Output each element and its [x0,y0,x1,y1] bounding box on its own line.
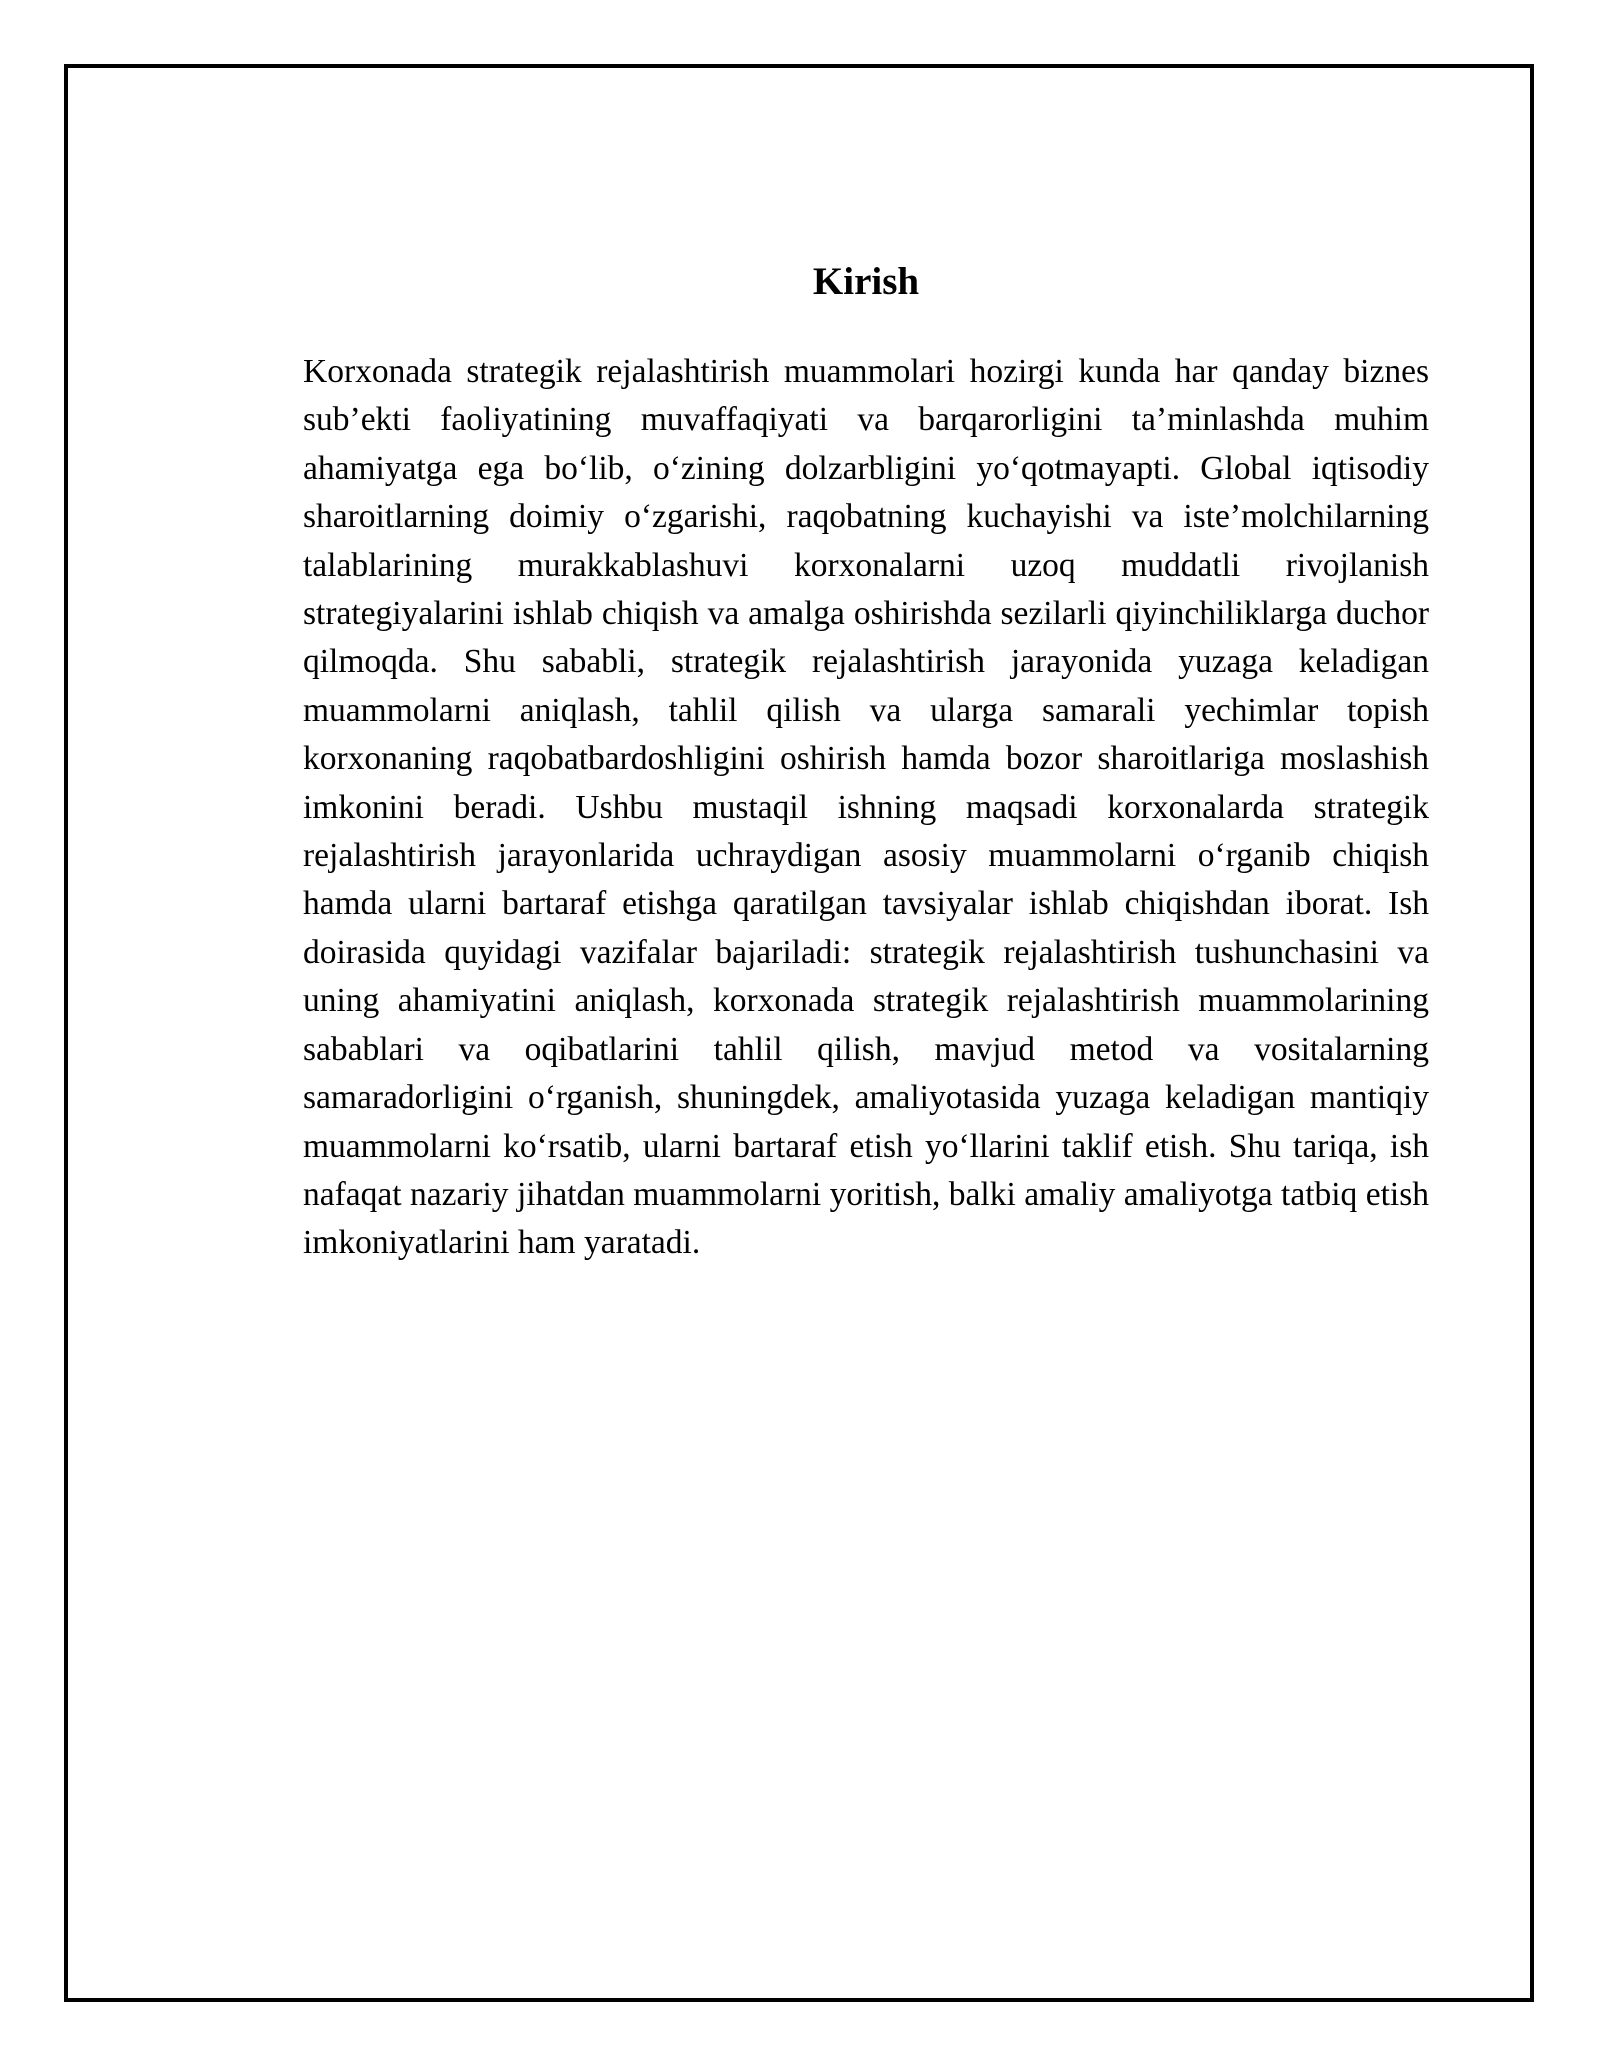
page-border [64,64,1534,2002]
page-title: Kirish [812,260,920,303]
document-content [303,254,1429,1268]
body-paragraph: Korxonada strategik rejalashtirish muammolari hozirgi kunda har qanday biznes sub’ekti faoliyatining muvaffaqiyati va barqarorligini ta’minlashda muhim ahamiyatga ega bo‘lib, o‘zining dolzarbligini yo‘qotmayapti. Global iqtisodiy sharoitlarning doimiy o‘zgarishi, raqobatning kuchayishi va iste’molchilarning talablarining murakkablashuvi korxonalarni uzoq muddatli rivojlanish strategiyalarini ishlab chiqish va amalga oshirishda sezilarli qiyinchiliklarga duchor qilmoqda. Shu sababli, strategik rejalashtirish jarayonida yuzaga keladigan muammolarni aniqlash, tahlil qilish va ularga samarali yechimlar topish korxonaning raqobatbardoshligini oshirish hamda bozor sharoitlariga moslashish imkonini beradi. Ushbu mustaqil ishning maqsadi korxonalarda strategik rejalashtirish jarayonlarida uchraydigan asosiy muammolarni o‘rganib chiqish hamda ularni bartaraf etishga qaratilgan tavsiyalar ishlab chiqishdan iborat. Ish doirasida quyidagi vazifalar bajariladi: strategik rejalashtirish tushunchasini va uning ahamiyatini aniqlash, korxonada strategik rejalashtirish muammolarining sabablari va oqibatlarini tahlil qilish, mavjud metod va vositalarning samaradorligini o‘rganish, shuningdek, amaliyotasida yuzaga keladigan mantiqiy muammolarni ko‘rsatib, ularni bartaraf etish yo‘llarini taklif etish. Shu tariqa, ish nafaqat nazariy jihatdan muammolarni yoritish, balki amaliy amaliyotga tatbiq etish imkoniyatlarini ham yaratadi. [303,353,1429,1262]
